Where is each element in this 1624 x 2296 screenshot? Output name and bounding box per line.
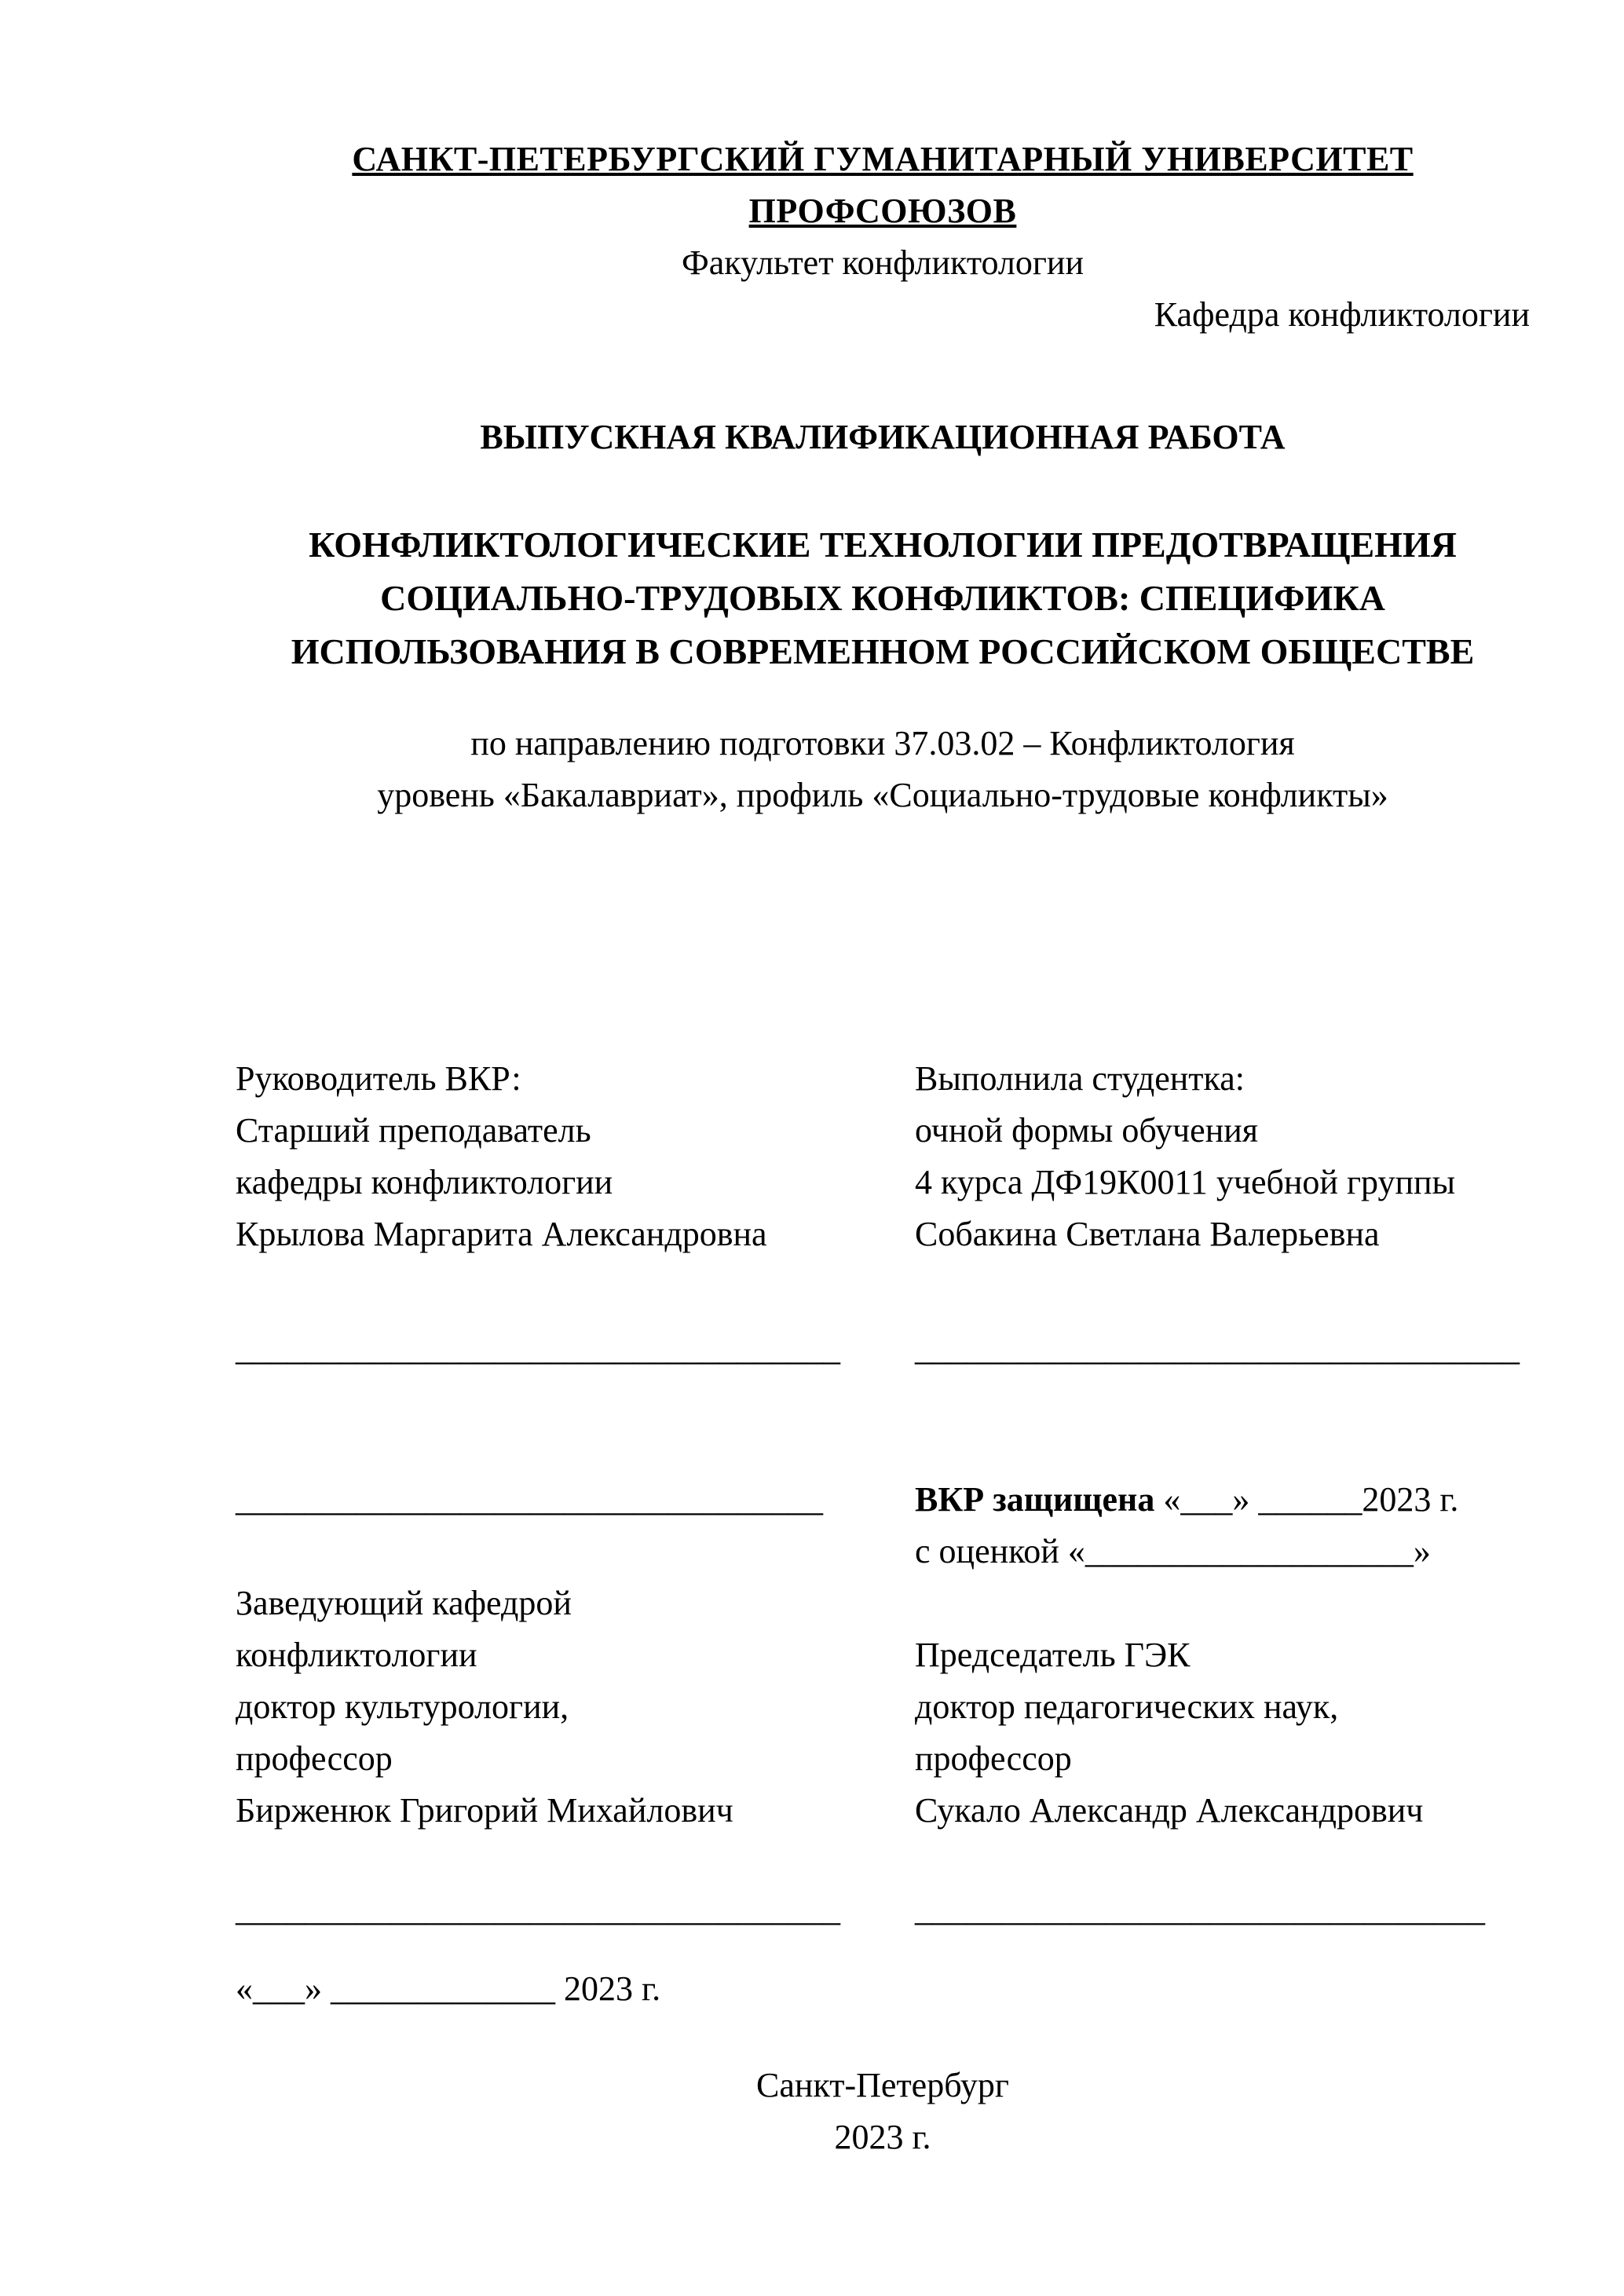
committee-chair-degree: доктор педагогических наук, bbox=[915, 1687, 1339, 1726]
student-name: Собакина Светлана Валерьевна bbox=[915, 1215, 1380, 1253]
department-head-block bbox=[236, 1474, 915, 1837]
committee-chair-role: Председатель ГЭК bbox=[915, 1636, 1191, 1674]
signature-row-top bbox=[236, 1323, 1530, 1375]
program-direction: по направлению подготовки 37.03.02 – Конфликтология bbox=[470, 724, 1295, 762]
footer-year: 2023 г. bbox=[834, 2118, 931, 2156]
student-study-form: очной формы обучения bbox=[915, 1111, 1259, 1150]
spacer-line bbox=[236, 1526, 915, 1578]
footer-city: Санкт-Петербург bbox=[756, 2066, 1009, 2104]
supervisor-name: Крылова Маргарита Александровна bbox=[236, 1215, 767, 1253]
defense-section bbox=[236, 1474, 1530, 1837]
signature-row-bottom bbox=[236, 1884, 1530, 1936]
defense-status-line bbox=[915, 1474, 1530, 1526]
supervisor-signature-line: ___________________________________ bbox=[236, 1329, 840, 1368]
thesis-title-line-3: ИСПОЛЬЗОВАНИЯ В СОВРЕМЕННОМ РОССИЙСКОМ ОБЩЕСТВЕ bbox=[291, 631, 1475, 671]
work-type-title: ВЫПУСКНАЯ КВАЛИФИКАЦИОННАЯ РАБОТА bbox=[480, 418, 1286, 456]
work-type-section bbox=[236, 411, 1530, 463]
student-signature-line: ___________________________________ bbox=[915, 1329, 1520, 1368]
department-head-title: профессор bbox=[236, 1739, 393, 1778]
faculty-name: Факультет конфликтологии bbox=[681, 243, 1084, 282]
department-head-degree: доктор культурологии, bbox=[236, 1687, 569, 1726]
department-head-name: Бирженюк Григорий Михайлович bbox=[236, 1791, 733, 1830]
thesis-title-line-1: КОНФЛИКТОЛОГИЧЕСКИЕ ТЕХНОЛОГИИ ПРЕДОТВРАЩЕНИЯ bbox=[309, 525, 1457, 565]
supervisor-department: кафедры конфликтологии bbox=[236, 1163, 613, 1201]
approval-date-blank: «___» _____________ 2023 г. bbox=[236, 1969, 661, 2008]
student-block bbox=[915, 1053, 1530, 1260]
department-head-role-1: Заведующий кафедрой bbox=[236, 1584, 572, 1622]
supervisor-role: Руководитель ВКР: bbox=[236, 1059, 521, 1098]
thesis-title-section bbox=[236, 518, 1530, 678]
spacer-line bbox=[915, 1578, 1530, 1629]
thesis-title-line-2: СОЦИАЛЬНО-ТРУДОВЫХ КОНФЛИКТОВ: СПЕЦИФИКА bbox=[380, 578, 1385, 618]
student-role: Выполнила студентка: bbox=[915, 1059, 1245, 1098]
committee-chair-title: профессор bbox=[915, 1739, 1072, 1778]
defense-status-date-blank: «___» ______2023 г. bbox=[1154, 1480, 1459, 1519]
supervisor-block bbox=[236, 1053, 915, 1260]
program-info-section bbox=[236, 718, 1530, 821]
defense-grade-line: с оценкой «___________________» bbox=[915, 1532, 1431, 1570]
university-name: САНКТ-ПЕТЕРБУРГСКИЙ ГУМАНИТАРНЫЙ УНИВЕРСИТЕТ ПРОФСОЮЗОВ bbox=[352, 140, 1414, 230]
defense-status-label: ВКР защищена bbox=[915, 1480, 1155, 1519]
document-header bbox=[236, 133, 1530, 341]
program-level: уровень «Бакалавриат», профиль «Социально-трудовые конфликты» bbox=[377, 776, 1388, 814]
date-section bbox=[236, 1963, 1530, 2015]
department-head-role-2: конфликтологии bbox=[236, 1636, 477, 1674]
committee-chair-signature-line: _________________________________ bbox=[915, 1890, 1485, 1929]
department-head-signature-line: __________________________________ bbox=[236, 1480, 823, 1519]
document-footer bbox=[236, 2060, 1530, 2163]
committee-chair-block bbox=[915, 1474, 1530, 1837]
department-head-bottom-signature-line: ___________________________________ bbox=[236, 1890, 840, 1929]
people-section bbox=[236, 1053, 1530, 1260]
student-group: 4 курса ДФ19К0011 учебной группы bbox=[915, 1163, 1456, 1201]
committee-chair-name: Сукало Александр Александрович bbox=[915, 1791, 1424, 1830]
supervisor-position: Старший преподаватель bbox=[236, 1111, 591, 1150]
department-name: Кафедра конфликтологии bbox=[1154, 295, 1530, 334]
